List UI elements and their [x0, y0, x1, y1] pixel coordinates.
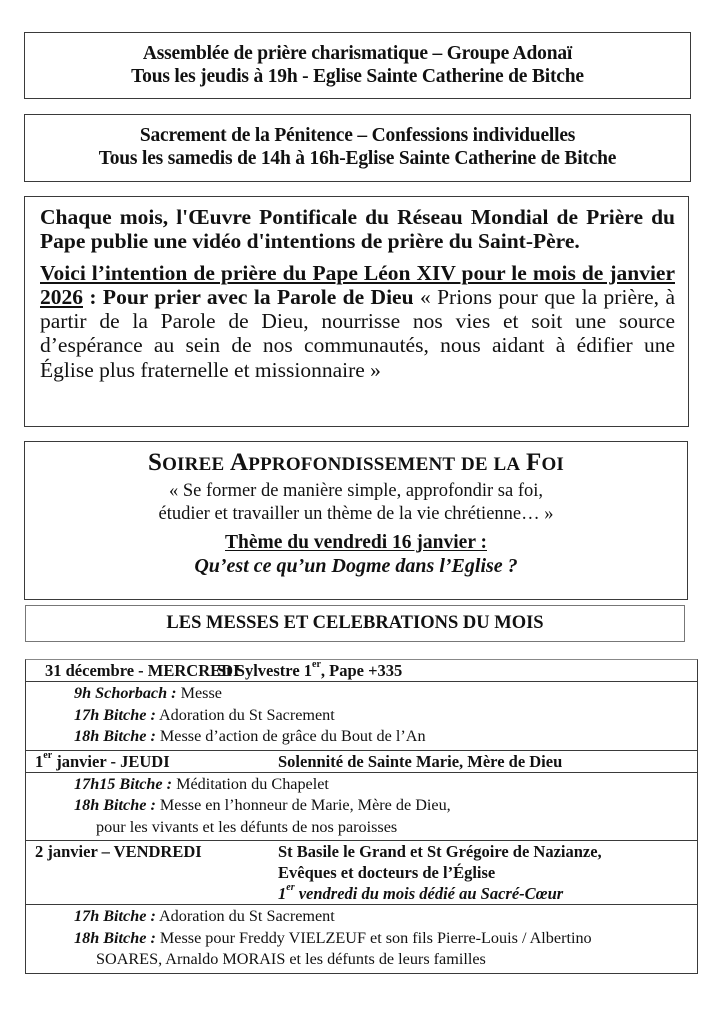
section-title-box [25, 605, 685, 642]
schedule-entry: 17h Bitche : Adoration du St Sacrement [74, 907, 335, 925]
day-feast: St Basile le Grand et St Grégoire de Nazianze, Evêques et docteurs de l’Église 1er vendredi du mois dédié au Sacré-Cœur [278, 842, 602, 903]
schedule-entry: 17h15 Bitche : Méditation du Chapelet [74, 774, 329, 793]
day-date: 2 janvier – VENDREDI [35, 842, 202, 861]
day-entries [26, 773, 697, 842]
schedule-entry: 18h Bitche : Messe en l’honneur de Marie, Mère de Dieu, pour les vivants et les défunts de nos paroisses [74, 796, 451, 836]
charismatic-schedule: Tous les jeudis à 19h - Eglise Sainte Catherine de Bitche [131, 66, 584, 87]
prayer-network-intro: Chaque mois, l'Œuvre Pontificale du Réseau Mondial de Prière du Pape publie une vidéo d'intentions de prière du Saint-Père. [40, 205, 675, 254]
title-word: APPROFONDISSEMENT [230, 449, 456, 476]
day-header [26, 841, 697, 904]
day-date: 1er janvier - JEUDI [35, 749, 170, 771]
schedule-entry: 18h Bitche : Messe d’action de grâce du Bout de l’An [74, 727, 426, 745]
day-row [26, 751, 697, 773]
prayer-intention-text [40, 261, 675, 382]
confession-title: Sacrement de la Pénitence – Confessions individuelles [139, 125, 576, 146]
faith-evening-quote-line1: « Se former de manière simple, approfondir sa foi, [169, 481, 543, 501]
day-row [26, 660, 697, 682]
day-row [26, 841, 697, 905]
faith-evening-quote-line2: étudier et travailler un thème de la vie chrétienne… » [158, 504, 554, 524]
day-header [26, 660, 697, 681]
title-word: LA [493, 454, 521, 475]
charismatic-prayer-box [24, 32, 691, 99]
confession-schedule: Tous les samedis de 14h à 16h-Eglise Sainte Catherine de Bitche [98, 148, 617, 169]
faith-evening-box [24, 441, 688, 600]
day-header [26, 751, 697, 772]
prayer-intention-box [24, 196, 689, 427]
section-title: LES MESSES ET CELEBRATIONS DU MOIS [166, 613, 544, 633]
schedule-entry: 18h Bitche : Messe pour Freddy VIELZEUF et son fils Pierre-Louis / Albertino SOARES, Arnaldo MORAIS et les défunts de leurs familles [74, 928, 592, 968]
day-feast: St Sylvestre 1er, Pape +335 [217, 659, 403, 680]
faith-evening-theme-label: Thème du vendredi 16 janvier : [225, 532, 487, 553]
day-entries [26, 682, 697, 751]
schedule-table [25, 659, 698, 974]
confession-box [24, 114, 691, 182]
prayer-intention-quote: « Prions pour que la prière, à partir de la Parole de Dieu, nourrisse nos vies et soit une source d’espérance au sein de nos communautés, nous aidant à édifier une Église plus fraternelle et missionnaire » [40, 284, 675, 382]
day-feast: Solennité de Sainte Marie, Mère de Dieu [278, 751, 563, 771]
schedule-entry: 17h Bitche : Adoration du St Sacrement [74, 705, 335, 724]
schedule-entry: 9h Schorbach : Messe [74, 684, 222, 702]
faith-evening-title [25, 448, 687, 480]
day-date: 31 décembre - MERCREDI [45, 661, 240, 680]
faith-evening-theme-question: Qu’est ce qu’un Dogme dans l’Eglise ? [194, 555, 518, 577]
title-word: SOIREE [147, 449, 225, 476]
title-word: FOI [525, 449, 565, 476]
prayer-intention-heading: Voici l’intention de prière du Pape Léon XIV pour le mois de janvier 2026 [40, 260, 675, 309]
prayer-intention-theme: : Pour prier avec la Parole de Dieu [83, 284, 420, 309]
day-entries [26, 905, 697, 973]
title-word: DE [460, 454, 488, 475]
charismatic-title: Assemblée de prière charismatique – Groupe Adonaï [142, 43, 573, 64]
